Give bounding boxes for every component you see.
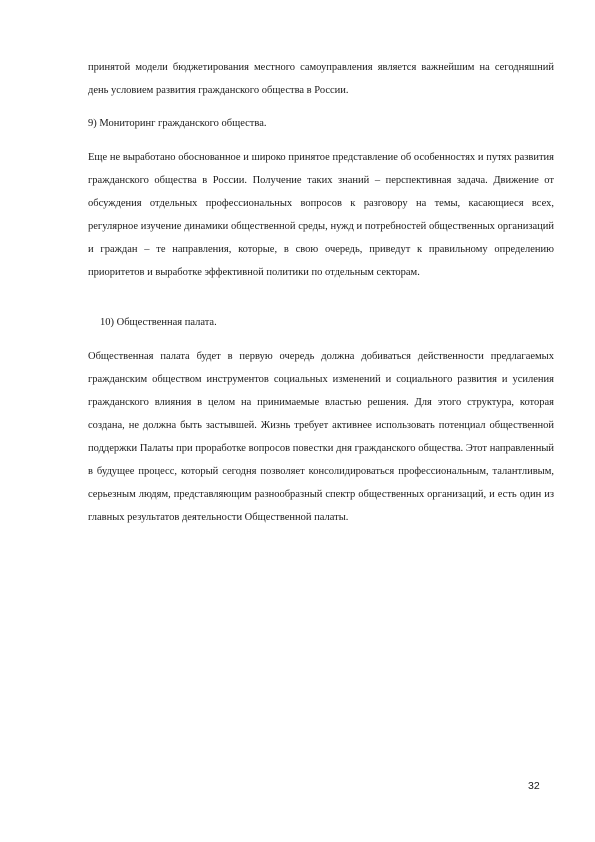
page-number: 32	[528, 780, 540, 792]
paragraph-continuation: принятой модели бюджетирования местного самоуправления является важнейшим на сегодняшний день условием развития гражданского общества в России.	[88, 62, 554, 96]
section-heading-public-chamber: 10) Общественная палата.	[100, 317, 217, 328]
section-heading-monitoring: 9) Мониторинг гражданского общества.	[88, 118, 267, 129]
paragraph-monitoring: Еще не выработано обоснованное и широко принятое представление об особенностях и путях развития гражданского общества в России. Получение таких знаний – перспективная задача. Движение от обсуждения отдельных профессиональных вопросов к разговору на темы, касающиеся всех, регулярное изучение динамики общественной среды, нужд и потребностей общественных организаций и граждан – те направления, которые, в свою очередь, приведут к правильному определению приоритетов и выработке эффективной политики по отдельным секторам.	[88, 152, 554, 278]
paragraph-public-chamber: Общественная палата будет в первую очередь должна добиваться действенности предлагаемых гражданским обществом инструментов социальных изменений и социального развития и усиления гражданского влияния в целом на принимаемые властью решения. Для этого структура, которая создана, не должна быть застывшей. Жизнь требует активнее использовать потенциал общественной поддержки Палаты при проработке вопросов повестки дня гражданского общества. Этот направленный в будущее процесс, который сегодня позволяет консолидироваться профессиональным, талантливым, серьезным людям, представляющим разнообразный спектр общественных организаций, и есть один из главных результатов деятельности Общественной палаты.	[88, 351, 554, 523]
